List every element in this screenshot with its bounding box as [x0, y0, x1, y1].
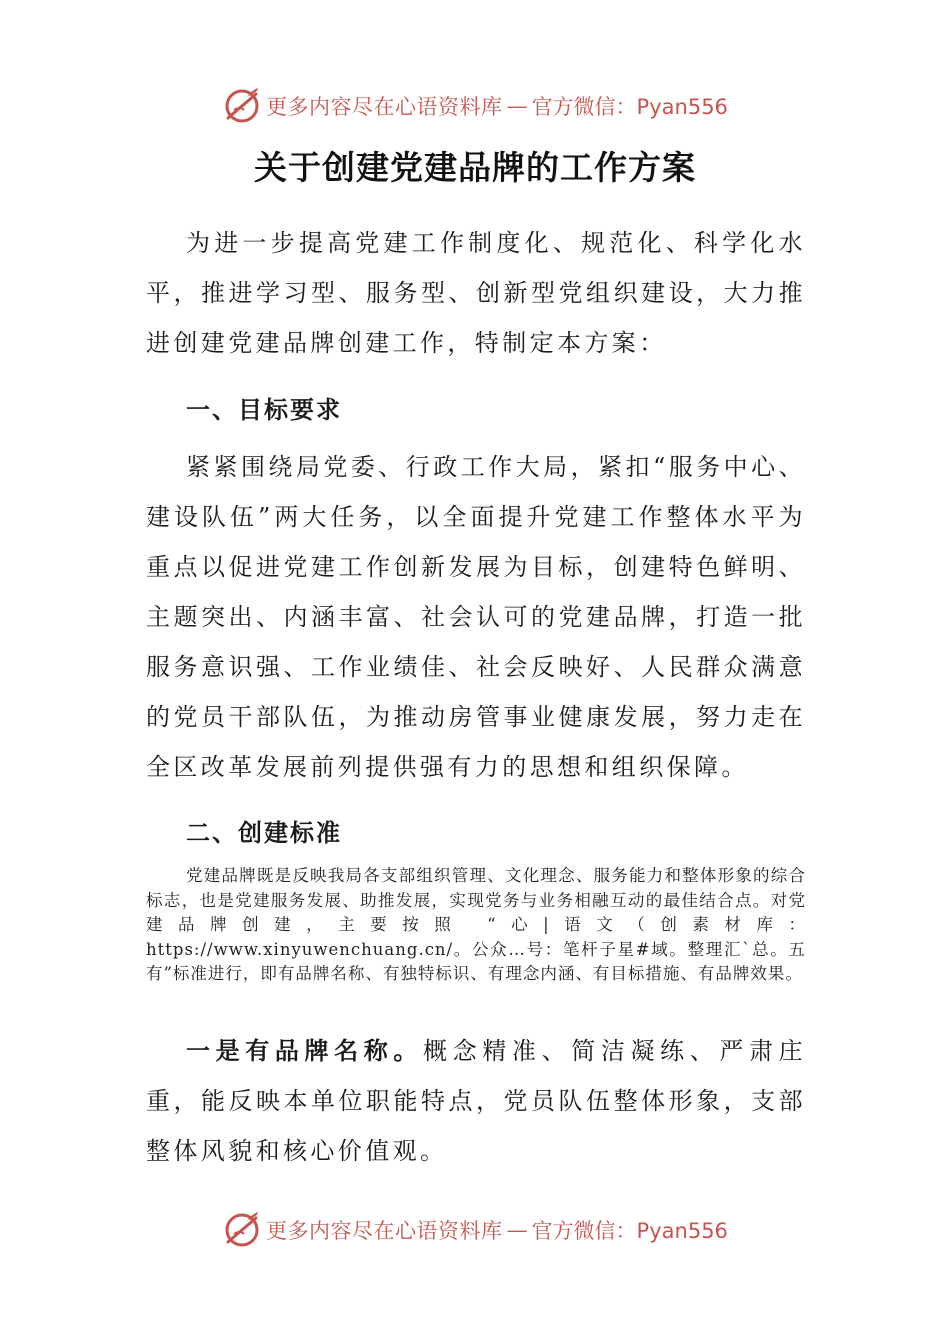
quill-pen-logo-icon	[222, 1210, 262, 1250]
item1-paragraph	[146, 1026, 806, 1176]
quill-pen-logo-icon	[222, 86, 262, 126]
section2-heading: 二、创建标准	[186, 818, 342, 847]
header-watermark-banner	[0, 84, 950, 128]
banner-dash: —	[506, 1218, 528, 1242]
banner-wechat-text: 官方微信：Pyan556	[531, 1219, 728, 1243]
intro-paragraph: 为进一步提高党建工作制度化、规范化、科学化水平，推进学习型、服务型、创新型党组织建设，大力推进创建党建品牌创建工作，特制定本方案：	[146, 229, 806, 357]
item1-lead: 一是有品牌名称。	[186, 1036, 424, 1065]
banner-wechat-text: 官方微信：Pyan556	[531, 95, 728, 119]
banner-site-text: 更多内容尽在心语资料库	[266, 95, 503, 119]
footer-watermark-banner	[0, 1208, 950, 1252]
banner-site-text: 更多内容尽在心语资料库	[266, 1219, 503, 1243]
document-title: 关于创建党建品牌的工作方案	[254, 148, 696, 187]
section1-paragraph: 紧紧围绕局党委、行政工作大局，紧扣“服务中心、建设队伍”两大任务，以全面提升党建工作整体水平为重点以促进党建工作创新发展为目标，创建特色鲜明、主题突出、内涵丰富、社会认可的党建品牌，打造一批服务意识强、工作业绩佳、社会反映好、人民群众满意的党员干部队伍，为推动房管事业健康发展，努力走在全区改革发展前列提供强有力的思想和组织保障。	[146, 453, 806, 781]
section1-heading: 一、目标要求	[186, 395, 342, 424]
banner-dash: —	[506, 94, 528, 118]
section2-small-paragraph: 党建品牌既是反映我局各支部组织管理、文化理念、服务能力和整体形象的综合标志，也是党建服务发展、助推发展，实现党务与业务相融互动的最佳结合点。对党建品牌创建，主要按照 “心|语文（创素材库：https://www.xinyuwenchuang.cn/。公众…号：笔杆子星#域。整理汇`总。五有”标准进行，即有品牌名称、有独特标识、有理念内涵、有目标措施、有品牌效果。	[146, 866, 806, 984]
item1-body: 概念精准、简洁凝练、严肃庄重，能反映本单位职能特点，党员队伍整体形象，支部整体风貌和核心价值观。	[146, 1037, 807, 1165]
